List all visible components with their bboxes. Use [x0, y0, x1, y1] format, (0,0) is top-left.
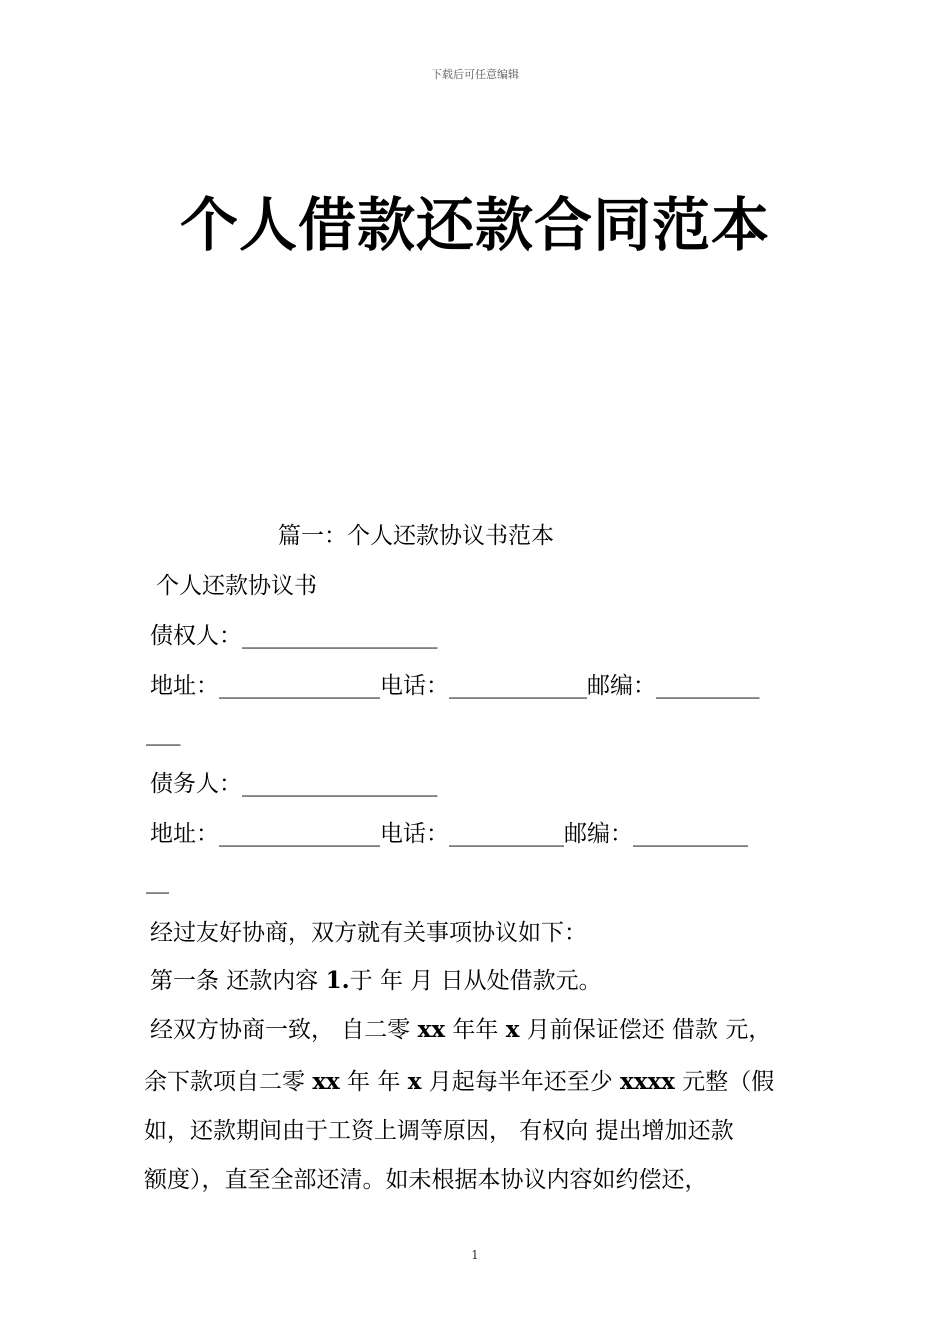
paragraph-text-bold: xxxx	[620, 1068, 675, 1095]
creditor-field: 债权人：_________________	[150, 623, 438, 649]
paragraph-text: 第一条 还款内容	[150, 968, 326, 994]
paragraph-text: 经双方协商一致， 自二零	[150, 1017, 418, 1043]
debtor-address-field: 地址：______________电话：__________邮编：__________	[150, 821, 748, 847]
paragraph-repayment-2	[144, 1063, 774, 1096]
paragraph-text: 元整（假	[674, 1069, 775, 1095]
header-note: 下载后可任意编辑	[431, 68, 519, 81]
paragraph-text: 于 年 月 日从处借款元。	[349, 968, 602, 994]
creditor-address-continuation: ___	[146, 720, 181, 746]
creditor-address-field: 地址：______________电话：____________邮编：_________	[150, 673, 760, 699]
paragraph-repayment-3: 如，还款期间由于工资上调等原因， 有权向 提出增加还款	[144, 1118, 734, 1144]
debtor-field: 债务人：_________________	[150, 771, 438, 797]
paragraph-text: 月前保证偿还 借款 元，	[519, 1017, 772, 1043]
paragraph-text: 年年	[445, 1017, 506, 1043]
paragraph-text: 余下款项自二零	[144, 1069, 313, 1095]
paragraph-text: 月起每半年还至少	[421, 1069, 621, 1095]
page-number: 1	[471, 1248, 479, 1262]
paragraph-repayment-1	[150, 1011, 771, 1044]
document-title: 个人借款还款合同范本	[179, 191, 770, 259]
paragraph-article-one	[150, 962, 602, 995]
section-title: 篇一：个人还款协议书范本	[278, 523, 554, 549]
paragraph-text-bold: 1.	[325, 967, 350, 994]
agreement-name: 个人还款协议书	[156, 573, 317, 599]
paragraph-repayment-4: 额度），直至全部还清。如未根据本协议内容如约偿还，	[144, 1167, 708, 1193]
paragraph-text-bold: xx	[417, 1016, 446, 1043]
paragraph-intro: 经过友好协商，双方就有关事项协议如下：	[150, 920, 587, 946]
paragraph-text-bold: xx	[312, 1068, 340, 1095]
debtor-address-continuation: __	[146, 868, 169, 894]
paragraph-text-bold: x	[505, 1016, 520, 1043]
paragraph-text: 年 年	[339, 1069, 408, 1095]
paragraph-text-bold: x	[407, 1068, 422, 1095]
